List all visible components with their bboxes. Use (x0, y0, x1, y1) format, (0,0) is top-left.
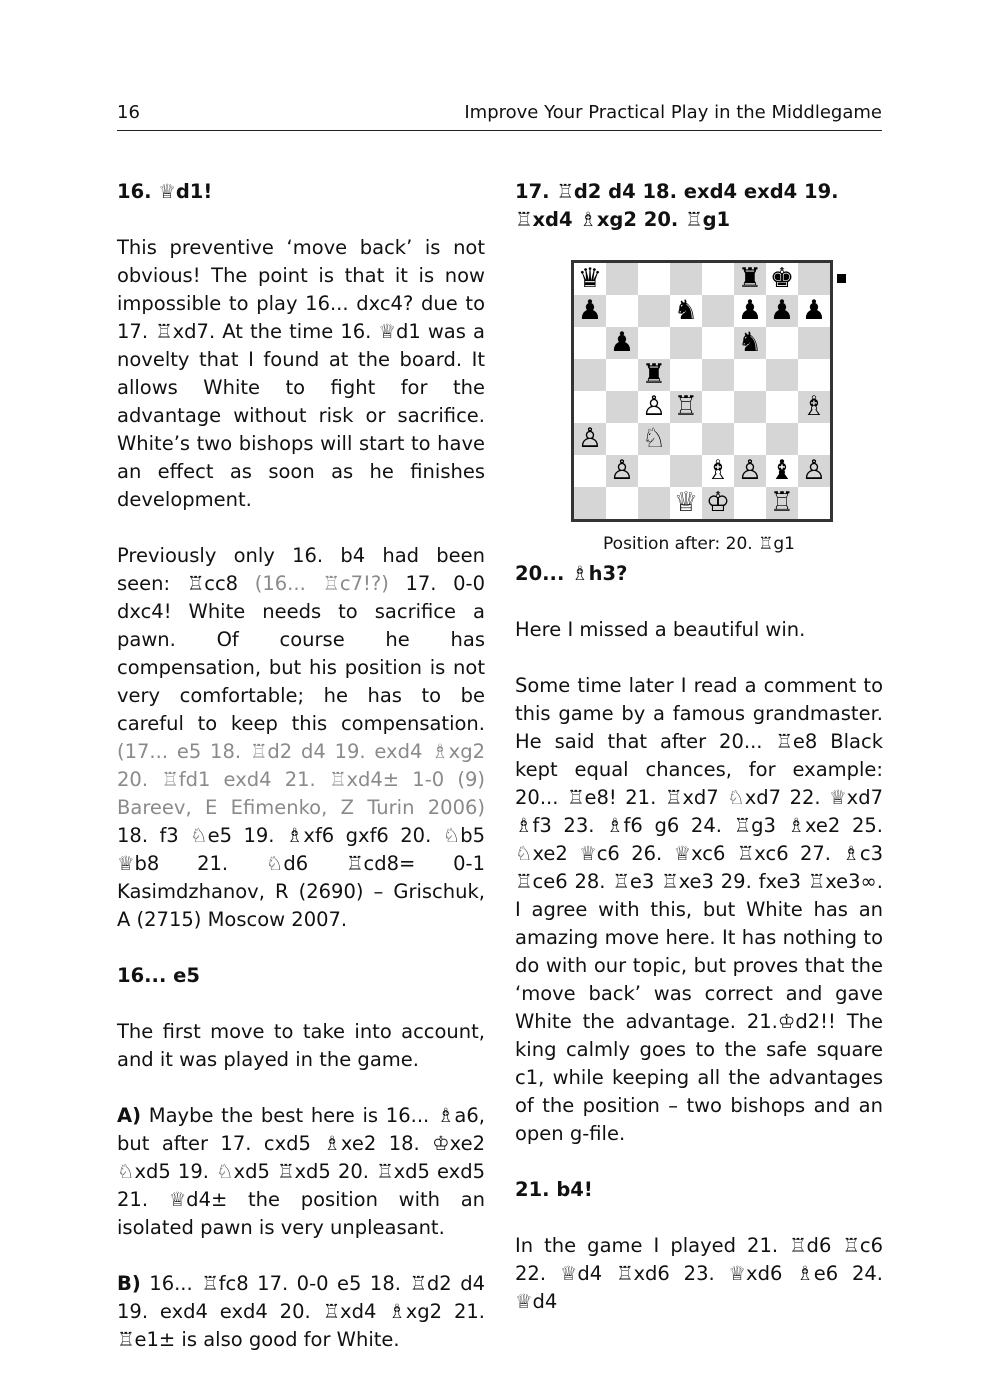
square-c1 (638, 487, 670, 519)
chess-board (571, 260, 833, 522)
square-f6: ♞ (734, 327, 766, 359)
square-h6 (798, 327, 830, 359)
square-f8: ♜ (734, 263, 766, 295)
square-d2 (670, 455, 702, 487)
text-segment: 18. f3 ♘e5 19. ♗xf6 gxf6 20. ♘b5 ♕b8 21. ♘d6 ♖cd8= 0-1 Kasimdzhanov, R (2690) – Grischuk, A (2715) Moscow 2007. (117, 824, 485, 931)
square-h3 (798, 423, 830, 455)
square-d7: ♞ (670, 295, 702, 327)
square-e6 (702, 327, 734, 359)
square-c4: ♙ (638, 391, 670, 423)
paragraph-previously (117, 542, 485, 934)
running-header (117, 100, 882, 131)
square-a6 (574, 327, 606, 359)
paragraph-preventive-move: This preventive ‘move back’ is not obvious! The point is that it is now impossible to play 16... dxc4? due to 17. ♖xd7. At the time 16. ♕d1 was a novelty that I found at the board. It allows White to fight for the advantage without risk or sacrifice. White’s two bishops will start to have an effect as soon as he finishes development. (117, 236, 485, 511)
square-b3 (606, 423, 638, 455)
book-title: Improve Your Practical Play in the Middlegame (464, 102, 882, 123)
paragraph-grandmaster-comment: Some time later I read a comment to this game by a famous grandmaster. He said that after 20... ♖e8 Black kept equal chances, for example: 20... ♖e8! 21. ♖xd7 ♘xd7 22. ♕xd7 ♗f3 23. ♗f6 g6 24. ♖g3 ♗xe2 25. ♘xe2 ♕c6 26. ♕xc6 ♖xc6 27. ♗c3 ♖ce6 28. ♖e3 ♖xe3 29. fxe3 ♖xe3∞. I agree with this, but White has an amazing move here. It has nothing to do with our topic, but proves that the ‘move back’ was correct and gave White the advantage. 21.♔d2!! The king calmly goes to the safe square c1, while keeping all the advantages of the position – two bishops and an open g-file. (515, 674, 883, 1145)
paragraph-in-the-game: In the game I played 21. ♖d6 ♖c6 22. ♕d4 ♖xd6 23. ♕xd6 ♗e6 24. ♕d4 (515, 1234, 883, 1313)
square-a5 (574, 359, 606, 391)
square-e4 (702, 391, 734, 423)
square-g3 (766, 423, 798, 455)
square-a4 (574, 391, 606, 423)
square-d1: ♕ (670, 487, 702, 519)
square-e1: ♔ (702, 487, 734, 519)
option-label: A) (117, 1104, 142, 1127)
square-f2: ♙ (734, 455, 766, 487)
chess-diagram (515, 260, 883, 560)
square-e7 (702, 295, 734, 327)
square-b4 (606, 391, 638, 423)
page-number: 16 (117, 102, 140, 123)
left-column (117, 178, 485, 1382)
square-g7: ♟ (766, 295, 798, 327)
square-h7: ♟ (798, 295, 830, 327)
square-c7 (638, 295, 670, 327)
paragraph-first-move: The first move to take into account, and it was played in the game. (117, 1020, 485, 1071)
option-text: Maybe the best here is 16... ♗a6, but after 17. cxd5 ♗xe2 18. ♔xe2 ♘xd5 19. ♘xd5 ♖xd5 20. ♖xd5 exd5 21. ♕d4± the position with an isolated pawn is very unpleasant. (117, 1104, 485, 1239)
square-h4: ♗ (798, 391, 830, 423)
text-segment: Previously only 16. b4 had been seen: ♖cc8 (117, 544, 485, 595)
square-f7: ♟ (734, 295, 766, 327)
square-b5 (606, 359, 638, 391)
square-e5 (702, 359, 734, 391)
square-g2: ♝ (766, 455, 798, 487)
square-f5 (734, 359, 766, 391)
square-d3 (670, 423, 702, 455)
square-g1: ♖ (766, 487, 798, 519)
paragraph-option-b (117, 1270, 485, 1354)
square-a1 (574, 487, 606, 519)
right-column (515, 178, 883, 1344)
square-a7: ♟ (574, 295, 606, 327)
square-g6 (766, 327, 798, 359)
square-h2: ♙ (798, 455, 830, 487)
square-c6 (638, 327, 670, 359)
square-b1 (606, 487, 638, 519)
square-h8 (798, 263, 830, 295)
square-b2: ♙ (606, 455, 638, 487)
square-g4 (766, 391, 798, 423)
square-g8: ♚ (766, 263, 798, 295)
square-a3: ♙ (574, 423, 606, 455)
square-b6: ♟ (606, 327, 638, 359)
square-h5 (798, 359, 830, 391)
square-d8 (670, 263, 702, 295)
square-b7 (606, 295, 638, 327)
variation-grey: (17... e5 18. ♖d2 d4 19. exd4 ♗xg2 20. ♖fd1 exd4 21. ♖xd4± 1-0 (9) Bareev, E Efimenko, Z Turin 2006) (117, 740, 485, 819)
paragraph-option-a (117, 1102, 485, 1242)
square-e3 (702, 423, 734, 455)
square-b8 (606, 263, 638, 295)
square-f4 (734, 391, 766, 423)
square-e2: ♗ (702, 455, 734, 487)
move-heading-17-rd2: 17. ♖d2 d4 18. exd4 exd4 19. ♖xd4 ♗xg2 20. ♖g1 (515, 180, 839, 231)
square-f3 (734, 423, 766, 455)
square-c3: ♘ (638, 423, 670, 455)
text-segment: 17. 0-0 dxc4! White needs to sacrifice a pawn. Of course he has compensation, but his position is not very comfortable; he has to be careful to keep this compensation. (117, 572, 485, 735)
move-heading-16-e5: 16... e5 (117, 964, 200, 987)
square-d4: ♖ (670, 391, 702, 423)
move-heading-20-bh3: 20... ♗h3? (515, 562, 628, 585)
move-heading-16-qd1: 16. ♕d1! (117, 180, 213, 203)
square-c5: ♜ (638, 359, 670, 391)
option-label: B) (117, 1272, 141, 1295)
square-c8 (638, 263, 670, 295)
square-d6 (670, 327, 702, 359)
square-g5 (766, 359, 798, 391)
square-d5 (670, 359, 702, 391)
black-to-move-marker (837, 274, 846, 283)
paragraph-missed-win: Here I missed a beautiful win. (515, 618, 806, 641)
square-f1 (734, 487, 766, 519)
option-text: 16... ♖fc8 17. 0-0 e5 18. ♖d2 d4 19. exd4 exd4 20. ♖xd4 ♗xg2 21. ♖e1± is also good for White. (117, 1272, 485, 1351)
move-heading-21-b4: 21. b4! (515, 1178, 593, 1201)
square-a2 (574, 455, 606, 487)
variation-grey: (16... ♖c7!?) (254, 572, 389, 595)
square-e8 (702, 263, 734, 295)
square-h1 (798, 487, 830, 519)
square-a8: ♛ (574, 263, 606, 295)
square-c2 (638, 455, 670, 487)
diagram-caption: Position after: 20. ♖g1 (603, 534, 795, 554)
